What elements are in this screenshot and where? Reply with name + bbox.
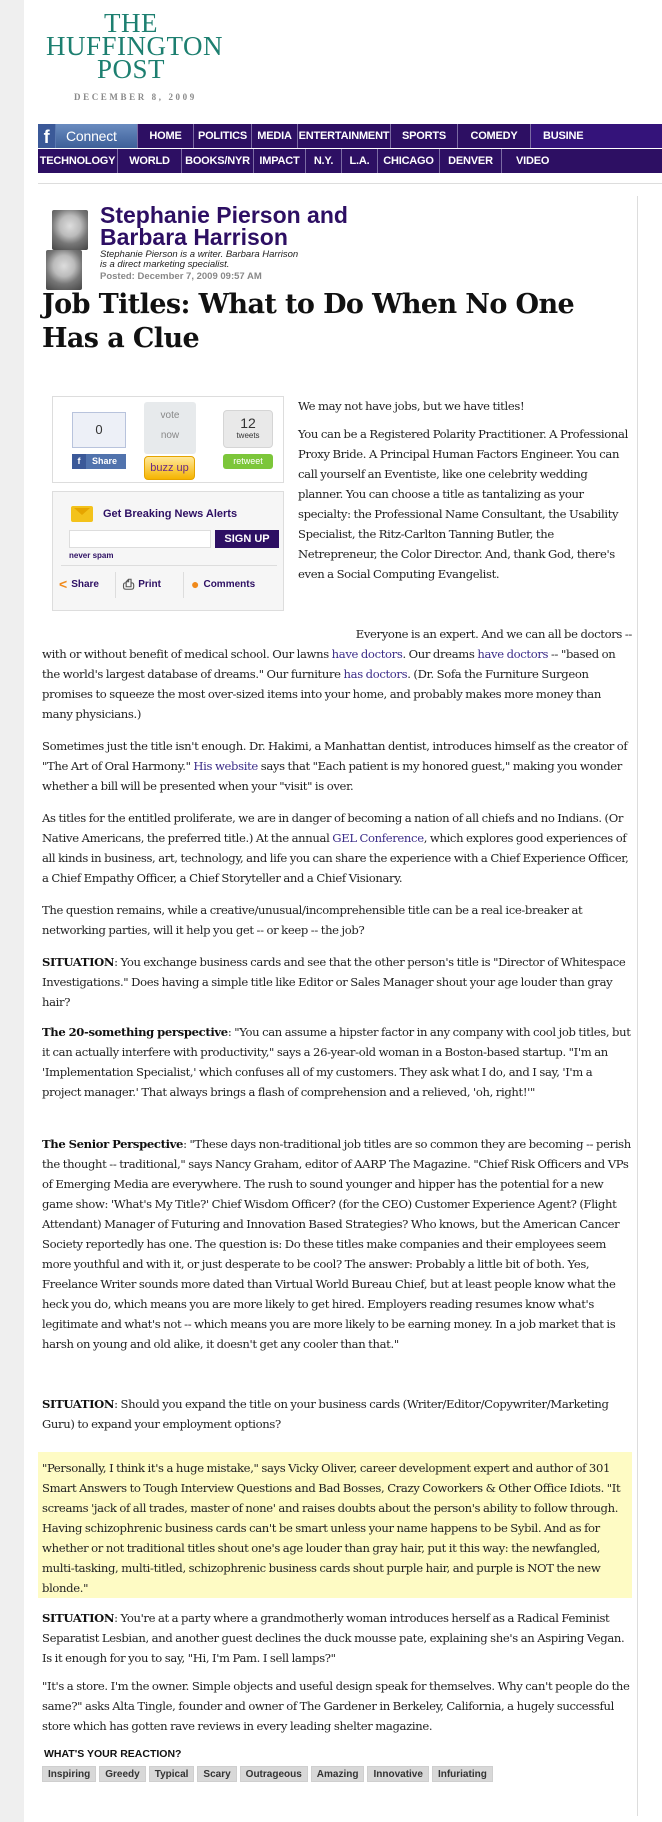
connect-label: Connect — [66, 128, 117, 144]
page — [24, 0, 662, 1822]
nav-row-2 — [38, 149, 662, 174]
his-website-link[interactable]: His website — [193, 759, 258, 773]
facebook-share-label: Share — [92, 456, 118, 466]
nav-item-comedy[interactable]: COMEDY — [458, 124, 531, 148]
envelope-icon — [71, 506, 93, 522]
reaction-innovative[interactable]: Innovative — [367, 1766, 428, 1782]
divider — [38, 183, 662, 184]
reaction-amazing[interactable]: Amazing — [311, 1766, 365, 1782]
paragraph-3-start: Everyone is an expert. And we can all be doctors -- — [355, 627, 632, 641]
buzz-up-button[interactable]: buzz up — [144, 456, 195, 480]
vote-line-1: vote — [160, 410, 180, 421]
text: As titles for the entitled proliferate, we are in danger of becoming a nation of all chiefs and no Indians. (Or Native Americans, the preferred title.) At the annual — [42, 811, 624, 845]
logo-line-2: HUFFINGTON — [46, 31, 224, 61]
nav-item-technology[interactable]: TECHNOLOGY — [38, 149, 118, 173]
email-input[interactable] — [69, 530, 211, 548]
nav-item-ny[interactable]: N.Y. — [306, 149, 342, 173]
separator — [183, 572, 184, 598]
facebook-connect-button[interactable] — [38, 124, 138, 148]
social-widget — [52, 396, 284, 483]
print-button[interactable] — [123, 576, 161, 593]
perspective-label: The Senior Perspective — [42, 1137, 184, 1151]
comments-icon: ● — [191, 576, 200, 592]
facebook-icon: f — [72, 454, 86, 469]
sign-up-button[interactable]: SIGN UP — [215, 530, 279, 548]
reaction-inspiring[interactable]: Inspiring — [42, 1766, 96, 1782]
comments-label: Comments — [203, 578, 256, 590]
gel-conference-link[interactable]: GEL Conference — [332, 831, 424, 845]
text: : Should you expand the title on your business cards (Writer/Editor/Copywriter/Marketing Guru) to expand your employment options? — [42, 1397, 609, 1431]
text: with or without benefit of medical school. Our lawns — [42, 647, 332, 661]
situation-label: SITUATION — [42, 1611, 115, 1625]
nav-item-books-nyr[interactable]: BOOKS/NYR — [182, 149, 254, 173]
paragraph-13: "It's a store. I'm the owner. Simple objects and useful design speak for themselves. Why can't people do the same?" asks Alta Tingle, founder and owner of The Gardener in Berkeley, California, a hugely successful store which has gotten rave reviews in every leading shelter magazine. — [42, 1679, 630, 1733]
article-title: Job Titles: What to Do When No One Has a Clue — [42, 289, 575, 354]
reaction-infuriating[interactable]: Infuriating — [432, 1766, 493, 1782]
share-label: Share — [71, 578, 99, 590]
paragraph-5 — [42, 808, 634, 888]
text: Sometimes just the title isn't enough. Dr. Hakimi, a Manhattan dentist, introduces himself as the creator of "The Art of Oral Harmony." — [42, 739, 628, 773]
reaction-outrageous[interactable]: Outrageous — [240, 1766, 308, 1782]
text: -- "based on the world's largest database of dreams." Our furniture — [42, 647, 616, 681]
bio-line-2: is a direct marketing specialist. — [100, 259, 230, 270]
nav-item-sports[interactable]: SPORTS — [391, 124, 458, 148]
paragraph-4 — [42, 736, 634, 796]
nav-item-world[interactable]: WORLD — [118, 149, 182, 173]
share-button[interactable] — [59, 576, 99, 592]
author-line-1: Stephanie Pierson and — [100, 202, 348, 228]
nav-item-politics[interactable]: POLITICS — [194, 124, 252, 148]
share-icon: < — [59, 576, 68, 592]
facebook-share-button[interactable] — [72, 454, 126, 469]
huffington-post-logo[interactable] — [46, 8, 224, 84]
perspective-label: The 20-something perspective — [42, 1025, 228, 1039]
text: . (Dr. Sofa the Furniture Surgeon promises to squeeze the most over-sized items into your home, and probably makes more money than many physicians.) — [42, 667, 601, 721]
author-photo-stephanie — [52, 210, 88, 250]
nav-item-denver[interactable]: DENVER — [440, 149, 502, 173]
highlighted-quote: "Personally, I think it's a huge mistake," says Vicky Oliver, career development expert and author of 301 Smart Answers to Tough Interview Questions and Bad Bosses, Crazy Coworkers & Other Office Idiots. "It screams 'jack of all trades, master of none' and raises doubts about the person's ability to follow through. Having schizophrenic business cards can't be smart unless your name happens to be Sybil. And as for whether or not traditional titles shout one's age louder than gray hair, put it this way: the newfangled, multi-tasking, multi-titled, schizophrenic business cards shout purple hair, and purple is NOT the new blonde." — [42, 1461, 621, 1595]
has-doctors-link[interactable]: has doctors — [343, 667, 408, 681]
nav-row-1 — [38, 124, 662, 149]
dateline: DECEMBER 8, 2009 — [74, 92, 197, 102]
paragraph-6: The question remains, while a creative/unusual/incomprehensible title can be a real ice-breaker at networking parties, will it help you get -- or keep -- the job? — [42, 903, 583, 937]
text: : You're at a party where a grandmotherly woman introduces herself as a Radical Feminist Separatist Lesbian, and another guest declines the duck mousse pate, explaining she's an Aspiring Vegan. Is it enough for you to say, "Hi, I'm Pam. I sell lamps?" — [42, 1611, 625, 1665]
tweets-label: tweets — [236, 431, 260, 440]
reaction-typical[interactable]: Typical — [149, 1766, 195, 1782]
comments-button[interactable] — [191, 576, 255, 592]
tweet-count: 12 — [240, 415, 256, 431]
nav-item-home[interactable]: HOME — [138, 124, 194, 148]
text: , which explores good experiences of all kinds in business, art, technology, and life you can share the experience with a Chief Experience Officer, a Chief Empathy Officer, a Chief Storyteller and a Chief Visionary. — [42, 831, 629, 885]
never-spam-note: never spam — [69, 551, 114, 560]
situation-label: SITUATION — [42, 955, 115, 969]
have-doctors-link-1[interactable]: have doctors — [331, 647, 403, 661]
author-line-2: Barbara Harrison — [100, 224, 288, 250]
text: : "You can assume a hipster factor in any company with cool job titles, but it can actually interfere with productivity," says a 26-year-old woman in a Boston-based startup. "I'm an 'Implementation Specialist,' which confuses all of my customers. They ask what I do, and I say, 'I'm a project manager.' That always brings a flash of comprehension and a relieved, 'oh, right!'" — [42, 1025, 631, 1099]
nav-item-entertainment[interactable]: ENTERTAINMENT — [298, 124, 391, 148]
main-nav — [38, 124, 662, 174]
posted-date: Posted: December 7, 2009 09:57 AM — [100, 271, 262, 282]
paragraph-1: We may not have jobs, but we have titles! — [298, 399, 525, 413]
paragraph-12 — [42, 1608, 634, 1668]
vote-line-2: now — [160, 430, 180, 441]
breaking-news-alerts — [52, 491, 284, 611]
have-doctors-link-2[interactable]: have doctors — [477, 647, 549, 661]
retweet-button[interactable]: retweet — [223, 454, 273, 469]
reaction-greedy[interactable]: Greedy — [99, 1766, 145, 1782]
author-names[interactable] — [100, 204, 348, 248]
separator — [115, 572, 116, 598]
reaction-title: WHAT'S YOUR REACTION? — [44, 1748, 182, 1760]
nav-item-chicago[interactable]: CHICAGO — [378, 149, 440, 173]
text: : You exchange business cards and see that the other person's title is "Director of Whitespace Investigations." Does having a simple title like Editor or Sales Manager shout your age louder than gray hair? — [42, 955, 626, 1009]
author-bio — [100, 250, 310, 270]
reaction-buttons — [42, 1766, 493, 1782]
paragraph-7 — [42, 952, 634, 1012]
facebook-icon: f — [38, 124, 56, 148]
vote-box — [144, 402, 196, 454]
situation-label: SITUATION — [42, 1397, 115, 1411]
logo-line-1: THE — [104, 8, 158, 38]
nav-item-business[interactable]: BUSINE — [531, 124, 662, 148]
bio-line-1: Stephanie Pierson is a writer. Barbara Harrison — [100, 249, 299, 260]
nav-item-video[interactable]: VIDEO — [516, 155, 550, 167]
printer-icon: ⎙ — [123, 576, 135, 592]
tweet-count-box — [223, 410, 273, 448]
paragraph-2: You can be a Registered Polarity Practitioner. A Professional Proxy Bride. A Principal Human Factors Engineer. You can call yourself an Eventiste, like one celebrity wedding planner. You can choose a title as tantalizing as your specialty: the Professional Name Consultant, the Usability Specialist, the Ritz-Carlton Tanning Butler, the Netrepreneur, the Color Director. And, thank God, there's even a Social Computing Evangelist. — [298, 427, 628, 581]
paragraph-9 — [42, 1134, 634, 1354]
paragraph-10 — [42, 1394, 634, 1434]
text: . Our dreams — [402, 647, 478, 661]
text: says that "Each patient is my honored guest," making you wonder whether a bill will be presented when your "visit" is over. — [42, 759, 622, 793]
paragraph-3 — [42, 644, 634, 724]
author-photo-barbara — [46, 250, 82, 290]
logo-line-3: POST — [96, 54, 166, 84]
text: : "These days non-traditional job titles are so common they are becoming -- perish the thought -- traditional," says Nancy Graham, editor of AARP The Magazine. "Chief Risk Officers and VPs of Emerging Media are everywhere. The rush to sound younger and hipper has the potential for a new game show: 'What's My Title?' Chief Wisdom Officer? (for the CEO) Customer Experience Agent? (Flight Attendant) Manager of Futuring and Innovation Based Strategies? Who knows, but the American Cancer Society reportedly has one. The question is: Do these titles make companies and their employees seem more youthful and with it, or just desperate to be cool? The answer: Probably a little bit of both. Yes, Freelance Writer sounds more dated than Virtual World Bureau Chief, but at least people know what the heck you do, which means you are more likely to get hired. Employers reading resumes know what's legitimate and what's not -- which means you are more likely to be earning money. In a job market that is harsh on young and old alike, it doesn't get any cooler than that." — [42, 1137, 631, 1351]
alerts-title: Get Breaking News Alerts — [103, 508, 238, 520]
paragraph-8 — [42, 1022, 634, 1102]
divider — [61, 565, 277, 566]
reaction-scary[interactable]: Scary — [197, 1766, 236, 1782]
article — [38, 196, 638, 1816]
nav-item-impact[interactable]: IMPACT — [254, 149, 306, 173]
print-label: Print — [138, 579, 161, 590]
facebook-share-count: 0 — [72, 412, 126, 448]
nav-item-media[interactable]: MEDIA — [252, 124, 298, 148]
nav-item-la[interactable]: L.A. — [342, 149, 378, 173]
